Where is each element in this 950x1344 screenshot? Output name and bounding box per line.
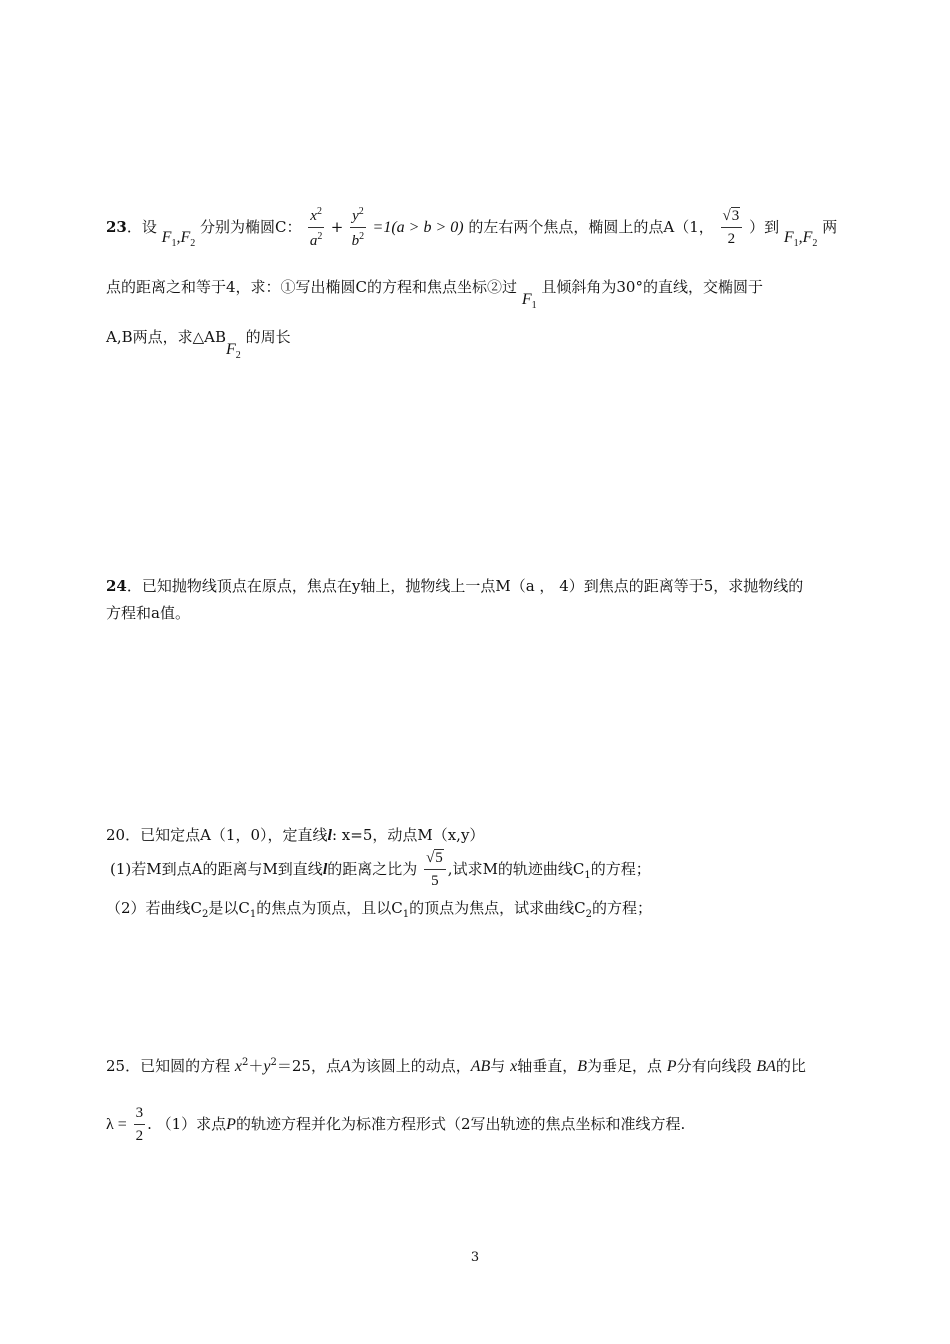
fraction-x2-a2: $\frac{x^2}{a^2}$ bbox=[309, 206, 323, 249]
f2-symbol: $F_2$ bbox=[226, 341, 241, 361]
f1-f2-symbol: $F_1,F_2$ bbox=[783, 229, 818, 249]
lambda-equals: λ = bbox=[106, 1116, 127, 1133]
page-number: 3 bbox=[470, 1250, 480, 1265]
q24-line-1: 24．已知抛物线顶点在原点，焦点在y轴上，抛物线上一点M（a ， 4）到焦点的距离等于5，求抛物线的 bbox=[106, 577, 804, 595]
q20-part-1: (1)若M到点A的距离与M到直线l的距离之比为 $\frac{√5}{5}$ ,试求M的轨迹曲线$C_1$的方程； bbox=[110, 850, 651, 889]
q23-line-1: 23．设 $F_1,F_2$ 分别为椭圆C： $\frac{x^2}{a^2}$ + $\frac{y^2}{b^2}$ =1(a > b > 0) 的左右两个焦点，椭圆上的点A（1， $\frac{√3}{2}$ ）到 $F_1,F_2$ 两 bbox=[106, 206, 838, 249]
fraction-sqrt3-2: $\frac{√3}{2}$ bbox=[721, 208, 743, 248]
fraction-3-2: $\frac{3}{2}$ bbox=[135, 1105, 144, 1144]
fraction-y2-b2: $\frac{y^2}{b^2}$ bbox=[351, 206, 365, 249]
q24-line-2: 方程和a值。 bbox=[106, 604, 190, 622]
f1-symbol: $F_1$ bbox=[521, 291, 537, 311]
q20-part-2: （2）若曲线$C_2$是以$C_1$的焦点为顶点，且以$C_1$的顶点为焦点，试求曲线$C_2$的方程； bbox=[106, 899, 652, 920]
q23-line-2: 点的距离之和等于4，求：①写出椭圆C的方程和焦点坐标②过 $F_1$ 且倾斜角为30°的直线，交椭圆于 bbox=[106, 278, 763, 311]
q20-line-1: 20．已知定点A（1，0），定直线l: x=5，动点M（x,y） bbox=[106, 826, 485, 844]
q23-number: 23 bbox=[106, 218, 127, 236]
f1-symbol: $F_1,F_2$ bbox=[161, 229, 196, 249]
q25-line-2: λ = $\frac{3}{2}$ . （1）求点P的轨迹方程并化为标准方程形式（2写出轨迹的焦点坐标和准线方程. bbox=[106, 1105, 686, 1144]
ellipse-condition: =1(a > b > 0) bbox=[372, 219, 464, 236]
fraction-sqrt5-5: $\frac{√5}{5}$ bbox=[424, 850, 446, 890]
q23-line-3: A,B两点，求$\triangle ABF_2$ 的周长 bbox=[106, 328, 291, 361]
q24-number: 24 bbox=[106, 577, 127, 595]
q25-line-1: 25．已知圆的方程 $x^2+y^2=25$，点A为该圆上的动点，AB与 x轴垂直，B为垂足，点 P分有向线段 BA的比 bbox=[106, 1057, 806, 1075]
